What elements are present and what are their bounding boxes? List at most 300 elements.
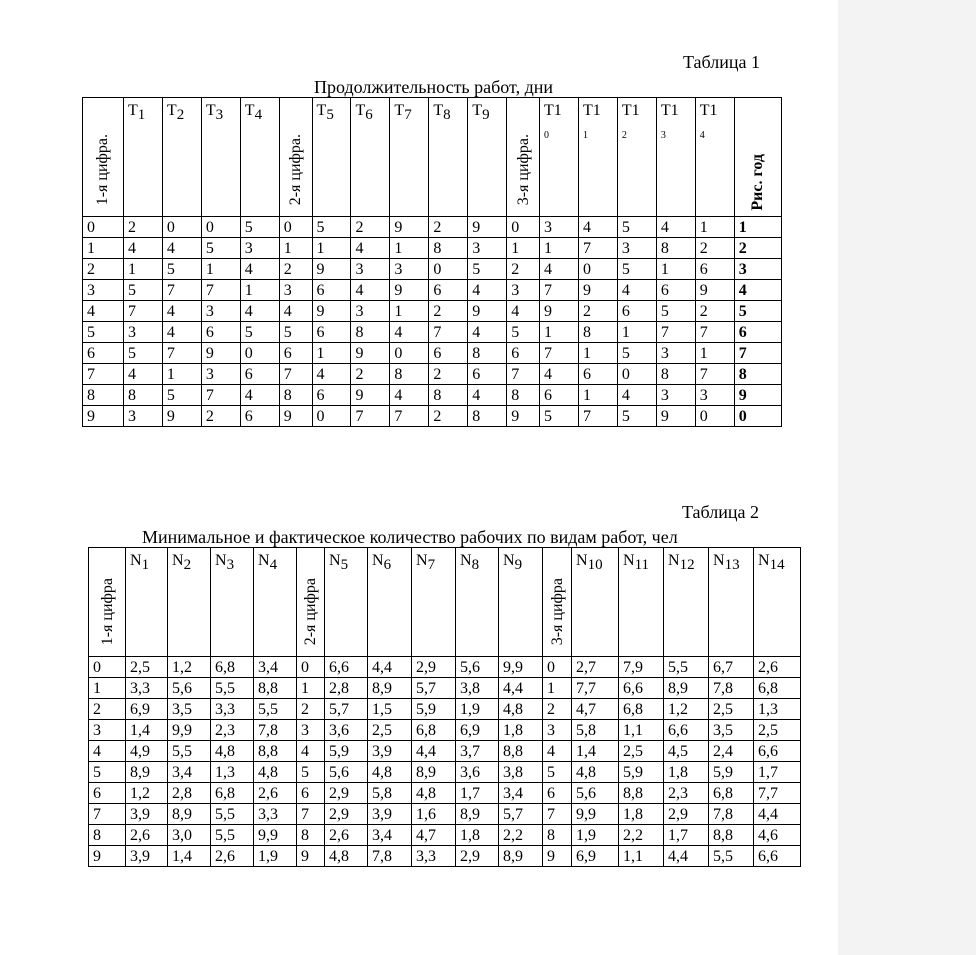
table-cell: 3 bbox=[123, 406, 162, 427]
table-cell: 6,8 bbox=[211, 783, 254, 804]
table-cell: 4 bbox=[162, 301, 201, 322]
table-cell: 1 bbox=[279, 238, 312, 259]
table-cell: 0 bbox=[297, 657, 325, 678]
table-cell: 6 bbox=[468, 364, 507, 385]
table2-caption: Таблица 2 bbox=[682, 502, 759, 522]
table-cell: 8,8 bbox=[619, 783, 664, 804]
table-cell: 5,7 bbox=[412, 678, 456, 699]
table-cell: 4 bbox=[162, 322, 201, 343]
table-cell: 5,8 bbox=[368, 783, 412, 804]
table-cell: 3 bbox=[390, 259, 429, 280]
table2-header-b-1-symbol: N bbox=[372, 552, 384, 569]
table2-header-c-0-index: 10 bbox=[587, 557, 603, 574]
table-cell: 9 bbox=[468, 301, 507, 322]
table-cell: 4,8 bbox=[412, 783, 456, 804]
table-cell: 2,4 bbox=[709, 741, 754, 762]
table1-header-b-0-symbol: T bbox=[316, 102, 327, 119]
table-cell: 7 bbox=[695, 364, 734, 385]
fig-year-cell: 5 bbox=[734, 301, 781, 322]
table1-header-a-3 bbox=[240, 98, 279, 217]
table-cell: 0 bbox=[695, 406, 734, 427]
table-cell: 4,4 bbox=[499, 678, 543, 699]
table-cell: 5 bbox=[617, 259, 656, 280]
table-cell: 9 bbox=[83, 406, 124, 427]
table-cell: 4 bbox=[540, 364, 579, 385]
table2-header-b-4-symbol: N bbox=[503, 552, 515, 569]
table-cell: 1,2 bbox=[664, 699, 709, 720]
table-cell: 3 bbox=[123, 322, 162, 343]
table1-header-c-1-index: 1 bbox=[582, 130, 588, 142]
table-cell: 3,8 bbox=[456, 678, 499, 699]
table-cell: 3,8 bbox=[499, 762, 543, 783]
table-cell: 7 bbox=[578, 406, 617, 427]
table-cell: 7 bbox=[351, 406, 390, 427]
table-cell: 9 bbox=[507, 406, 540, 427]
table1-header-b-3-symbol: T bbox=[433, 102, 444, 119]
table-cell: 1 bbox=[162, 364, 201, 385]
table-row bbox=[83, 217, 782, 238]
table-cell: 2 bbox=[507, 259, 540, 280]
table2-header-a-3-index: 4 bbox=[269, 557, 278, 574]
table-cell: 9 bbox=[351, 343, 390, 364]
table1-header-b-3 bbox=[429, 98, 468, 217]
table-cell: 4 bbox=[543, 741, 572, 762]
table-cell: 9 bbox=[543, 846, 572, 867]
table1-digit3-header-text: 3-я цифра. bbox=[514, 133, 532, 205]
table1-header-c-3-symbol: T1 bbox=[660, 102, 679, 119]
table-cell: 1,4 bbox=[572, 741, 619, 762]
table-cell: 6 bbox=[312, 322, 351, 343]
table-cell: 6 bbox=[297, 783, 325, 804]
table-cell: 3,5 bbox=[168, 699, 211, 720]
table1-header-b-2-symbol: T bbox=[394, 102, 405, 119]
table-cell: 8,8 bbox=[254, 741, 297, 762]
table-cell: 1,5 bbox=[368, 699, 412, 720]
table1-header-b-1-symbol: T bbox=[355, 102, 366, 119]
table-cell: 3 bbox=[201, 364, 240, 385]
table-cell: 5 bbox=[507, 322, 540, 343]
table-cell: 3,5 bbox=[709, 720, 754, 741]
table-cell: 8,9 bbox=[126, 762, 168, 783]
table-cell: 6,6 bbox=[619, 678, 664, 699]
table2-header-a-3-symbol: N bbox=[258, 552, 270, 569]
table-cell: 1 bbox=[201, 259, 240, 280]
table2-header-b-3-index: 8 bbox=[471, 557, 480, 574]
table-cell: 9 bbox=[540, 301, 579, 322]
table-cell: 2 bbox=[351, 364, 390, 385]
table-cell: 4 bbox=[312, 364, 351, 385]
table-cell: 1,9 bbox=[254, 846, 297, 867]
table-cell: 6,8 bbox=[754, 678, 801, 699]
table-cell: 5 bbox=[279, 322, 312, 343]
table2-header-a-1-index: 2 bbox=[183, 557, 192, 574]
table-cell: 6,8 bbox=[412, 720, 456, 741]
table1-digit3-header bbox=[507, 98, 540, 217]
table-cell: 1,8 bbox=[664, 762, 709, 783]
table-cell: 8,9 bbox=[168, 804, 211, 825]
table-cell: 4,5 bbox=[664, 741, 709, 762]
table-cell: 7 bbox=[83, 364, 124, 385]
table-row bbox=[89, 846, 801, 867]
table-cell: 1 bbox=[578, 385, 617, 406]
table-cell: 8 bbox=[123, 385, 162, 406]
table-cell: 6 bbox=[279, 343, 312, 364]
table2-header-b-2-symbol: N bbox=[416, 552, 428, 569]
table-cell: 2,8 bbox=[325, 678, 368, 699]
table1-durations bbox=[82, 97, 782, 427]
table2-header-a-1-symbol: N bbox=[172, 552, 184, 569]
table-cell: 5 bbox=[312, 217, 351, 238]
table-cell: 6 bbox=[312, 385, 351, 406]
table1-header-b-1-index: 6 bbox=[365, 107, 373, 124]
table-cell: 4 bbox=[123, 238, 162, 259]
fig-year-cell: 9 bbox=[734, 385, 781, 406]
table-cell: 8,8 bbox=[499, 741, 543, 762]
table-cell: 4,4 bbox=[368, 657, 412, 678]
table-cell: 5 bbox=[297, 762, 325, 783]
table-cell: 5,9 bbox=[619, 762, 664, 783]
table-cell: 2 bbox=[695, 301, 734, 322]
table-cell: 6 bbox=[240, 406, 279, 427]
table2-header-b-4-index: 9 bbox=[514, 557, 523, 574]
table2-title: Минимальное и фактическое количество рабочих по видам работ, чел bbox=[142, 527, 678, 547]
table2-header-b-4 bbox=[499, 548, 543, 657]
table-cell: 2 bbox=[279, 259, 312, 280]
fig-year-cell: 0 bbox=[734, 406, 781, 427]
table-cell: 3,4 bbox=[368, 825, 412, 846]
table-cell: 9,9 bbox=[572, 804, 619, 825]
table-cell: 0 bbox=[279, 217, 312, 238]
table-cell: 8 bbox=[656, 364, 695, 385]
table-cell: 1,4 bbox=[168, 846, 211, 867]
table-cell: 4,4 bbox=[412, 741, 456, 762]
table1-header-a-0-symbol: T bbox=[127, 102, 138, 119]
table-cell: 2,3 bbox=[211, 720, 254, 741]
table-cell: 2,2 bbox=[499, 825, 543, 846]
table-cell: 7,7 bbox=[754, 783, 801, 804]
table-cell: 6 bbox=[695, 259, 734, 280]
table-cell: 9 bbox=[468, 217, 507, 238]
table-cell: 0 bbox=[83, 217, 124, 238]
table-cell: 2,8 bbox=[168, 783, 211, 804]
table-cell: 4 bbox=[279, 301, 312, 322]
table-cell: 7,8 bbox=[709, 804, 754, 825]
table1-header-c-1 bbox=[578, 98, 617, 217]
table-cell: 3,3 bbox=[211, 699, 254, 720]
table-cell: 2,3 bbox=[664, 783, 709, 804]
table-cell: 3,3 bbox=[126, 678, 168, 699]
table-cell: 5 bbox=[162, 385, 201, 406]
table-cell: 8,8 bbox=[254, 678, 297, 699]
table-row bbox=[83, 364, 782, 385]
table2-digit1-header-text: 1-я цифра bbox=[98, 577, 116, 645]
table-cell: 2,9 bbox=[325, 783, 368, 804]
table-cell: 6 bbox=[656, 280, 695, 301]
table-cell: 0 bbox=[507, 217, 540, 238]
table-cell: 0 bbox=[429, 259, 468, 280]
table-cell: 3,4 bbox=[254, 657, 297, 678]
table2-header-c-0 bbox=[572, 548, 619, 657]
table2-header-a-3 bbox=[254, 548, 297, 657]
table-cell: 3,6 bbox=[456, 762, 499, 783]
table-cell: 4 bbox=[390, 385, 429, 406]
table-cell: 6,6 bbox=[754, 846, 801, 867]
table-cell: 1,7 bbox=[664, 825, 709, 846]
table-cell: 2 bbox=[695, 238, 734, 259]
table1-header-b-3-index: 8 bbox=[443, 107, 451, 124]
table-cell: 4 bbox=[351, 280, 390, 301]
table-cell: 2 bbox=[429, 364, 468, 385]
table-cell: 5,5 bbox=[211, 804, 254, 825]
table2-header-c-1-symbol: N bbox=[623, 552, 635, 569]
table-cell: 1,8 bbox=[499, 720, 543, 741]
table-cell: 4 bbox=[578, 217, 617, 238]
table-cell: 9 bbox=[162, 406, 201, 427]
table1-header-b-0 bbox=[312, 98, 351, 217]
table-cell: 5,5 bbox=[211, 825, 254, 846]
table-cell: 5 bbox=[468, 259, 507, 280]
table-cell: 0 bbox=[543, 657, 572, 678]
table-cell: 1 bbox=[578, 343, 617, 364]
table-cell: 1,7 bbox=[456, 783, 499, 804]
table-cell: 1,1 bbox=[619, 846, 664, 867]
table1-header-c-4-index: 4 bbox=[699, 130, 705, 142]
table-cell: 1 bbox=[695, 343, 734, 364]
table-cell: 9,9 bbox=[254, 825, 297, 846]
table-cell: 5 bbox=[617, 217, 656, 238]
table-cell: 7 bbox=[201, 385, 240, 406]
table2-digit2-header bbox=[297, 548, 325, 657]
table-cell: 9,9 bbox=[168, 720, 211, 741]
table1-digit2-header bbox=[279, 98, 312, 217]
table-cell: 1,3 bbox=[211, 762, 254, 783]
table-cell: 2 bbox=[429, 217, 468, 238]
table1-title: Продолжительность работ, дни bbox=[314, 77, 553, 97]
table-cell: 6 bbox=[312, 280, 351, 301]
table-cell: 4 bbox=[468, 280, 507, 301]
table-cell: 6 bbox=[617, 301, 656, 322]
table-cell: 1 bbox=[240, 280, 279, 301]
table-cell: 2 bbox=[201, 406, 240, 427]
table-cell: 3 bbox=[540, 217, 579, 238]
table-cell: 4 bbox=[468, 385, 507, 406]
table2-header-c-1 bbox=[619, 548, 664, 657]
table-cell: 2,2 bbox=[619, 825, 664, 846]
table2-header-b-1 bbox=[368, 548, 412, 657]
table-cell: 4 bbox=[89, 741, 126, 762]
table2-header-c-0-symbol: N bbox=[576, 552, 588, 569]
table-cell: 6,6 bbox=[325, 657, 368, 678]
table-cell: 8,8 bbox=[709, 825, 754, 846]
table-cell: 0 bbox=[240, 343, 279, 364]
table-cell: 7,8 bbox=[254, 720, 297, 741]
table-cell: 3,4 bbox=[499, 783, 543, 804]
table1-header-c-4-symbol: T1 bbox=[699, 102, 718, 119]
table-cell: 3,3 bbox=[254, 804, 297, 825]
table-cell: 1 bbox=[83, 238, 124, 259]
table-cell: 6,8 bbox=[619, 699, 664, 720]
table1-digit1-header-text: 1-я цифра. bbox=[94, 133, 112, 205]
table-cell: 2 bbox=[351, 217, 390, 238]
table-cell: 4 bbox=[240, 259, 279, 280]
table-cell: 2,6 bbox=[126, 825, 168, 846]
table-cell: 8,9 bbox=[412, 762, 456, 783]
table2-header-c-3-symbol: N bbox=[713, 552, 725, 569]
table-row bbox=[89, 762, 801, 783]
table-cell: 3 bbox=[617, 238, 656, 259]
table2-header-b-1-index: 6 bbox=[383, 557, 392, 574]
table-cell: 3 bbox=[297, 720, 325, 741]
table-cell: 4 bbox=[507, 301, 540, 322]
table-cell: 5,7 bbox=[499, 804, 543, 825]
table2-workers bbox=[88, 547, 801, 867]
table-cell: 9 bbox=[656, 406, 695, 427]
table-cell: 3 bbox=[89, 720, 126, 741]
table-cell: 7,9 bbox=[619, 657, 664, 678]
table-row bbox=[83, 343, 782, 364]
table-cell: 3,3 bbox=[412, 846, 456, 867]
table-cell: 5,6 bbox=[572, 783, 619, 804]
table-cell: 3,9 bbox=[126, 804, 168, 825]
table2-header-b-3-symbol: N bbox=[460, 552, 472, 569]
table-cell: 3,0 bbox=[168, 825, 211, 846]
table1-header-a-0 bbox=[123, 98, 162, 217]
table1-header-c-0-symbol: T1 bbox=[544, 102, 562, 119]
table-row bbox=[83, 406, 782, 427]
table-cell: 2,6 bbox=[211, 846, 254, 867]
table-cell: 7 bbox=[540, 343, 579, 364]
table2-header-c-2-symbol: N bbox=[668, 552, 680, 569]
table-cell: 2,9 bbox=[325, 804, 368, 825]
table-cell: 1 bbox=[617, 322, 656, 343]
table1-header-c-3-index: 3 bbox=[660, 130, 666, 142]
table-cell: 2 bbox=[543, 699, 572, 720]
table-cell: 5,5 bbox=[709, 846, 754, 867]
table2-header-c-2-index: 12 bbox=[679, 557, 695, 574]
table-cell: 6 bbox=[540, 385, 579, 406]
table-row bbox=[83, 322, 782, 343]
table-cell: 3,9 bbox=[368, 741, 412, 762]
table-cell: 4 bbox=[351, 238, 390, 259]
table-cell: 4 bbox=[617, 385, 656, 406]
table2-header-a-0 bbox=[126, 548, 168, 657]
table-cell: 8 bbox=[297, 825, 325, 846]
table-cell: 1,8 bbox=[619, 804, 664, 825]
table2-header-c-1-index: 11 bbox=[634, 557, 650, 574]
table-cell: 9 bbox=[312, 301, 351, 322]
table-cell: 5,6 bbox=[168, 678, 211, 699]
table-cell: 0 bbox=[312, 406, 351, 427]
table-cell: 5,5 bbox=[664, 657, 709, 678]
table-cell: 4 bbox=[240, 301, 279, 322]
table1-header-b-4-index: 9 bbox=[482, 107, 490, 124]
table2-header-row bbox=[89, 548, 801, 657]
table2-header-c-3 bbox=[709, 548, 754, 657]
table-cell: 9 bbox=[201, 343, 240, 364]
table-row bbox=[89, 741, 801, 762]
table-cell: 3 bbox=[507, 280, 540, 301]
table2-digit2-header-text: 2-я цифра bbox=[302, 577, 319, 645]
table-cell: 2,5 bbox=[619, 741, 664, 762]
table-cell: 5,6 bbox=[325, 762, 368, 783]
table-cell: 5 bbox=[89, 762, 126, 783]
table-cell: 7 bbox=[429, 322, 468, 343]
table-cell: 5,6 bbox=[456, 657, 499, 678]
table-cell: 2,6 bbox=[754, 657, 801, 678]
table-cell: 6 bbox=[429, 343, 468, 364]
table-cell: 5,5 bbox=[168, 741, 211, 762]
table-cell: 1,1 bbox=[619, 720, 664, 741]
table2-header-b-2 bbox=[412, 548, 456, 657]
table-cell: 0 bbox=[162, 217, 201, 238]
table-cell: 4,4 bbox=[754, 804, 801, 825]
table1-header-c-2 bbox=[617, 98, 656, 217]
table-cell: 4 bbox=[297, 741, 325, 762]
table-cell: 4,8 bbox=[368, 762, 412, 783]
table-cell: 1 bbox=[656, 259, 695, 280]
table-cell: 4 bbox=[656, 217, 695, 238]
table-cell: 0 bbox=[390, 343, 429, 364]
table-cell: 7 bbox=[162, 343, 201, 364]
table-cell: 1 bbox=[123, 259, 162, 280]
table-cell: 2 bbox=[83, 259, 124, 280]
table-cell: 8 bbox=[279, 385, 312, 406]
table2-digit3-header bbox=[543, 548, 572, 657]
table-cell: 4 bbox=[83, 301, 124, 322]
fig-year-cell: 6 bbox=[734, 322, 781, 343]
table-cell: 8,9 bbox=[368, 678, 412, 699]
table-cell: 9 bbox=[390, 217, 429, 238]
table-cell: 2 bbox=[429, 406, 468, 427]
table-cell: 7 bbox=[540, 280, 579, 301]
table1-header-a-2 bbox=[201, 98, 240, 217]
table-cell: 3 bbox=[351, 259, 390, 280]
table-cell: 2 bbox=[429, 301, 468, 322]
table-cell: 9 bbox=[351, 385, 390, 406]
table-cell: 3 bbox=[83, 280, 124, 301]
table-row bbox=[83, 280, 782, 301]
table-cell: 4 bbox=[468, 322, 507, 343]
table-cell: 1 bbox=[297, 678, 325, 699]
table-cell: 3 bbox=[201, 301, 240, 322]
table-cell: 1 bbox=[543, 678, 572, 699]
table-cell: 1,6 bbox=[412, 804, 456, 825]
table-cell: 0 bbox=[578, 259, 617, 280]
table-cell: 6,8 bbox=[709, 783, 754, 804]
table-cell: 2,9 bbox=[412, 657, 456, 678]
table-cell: 5 bbox=[123, 280, 162, 301]
table1-header-a-1-index: 2 bbox=[176, 107, 185, 124]
table-cell: 4,8 bbox=[499, 699, 543, 720]
table-row bbox=[89, 678, 801, 699]
table-cell: 1,4 bbox=[126, 720, 168, 741]
table-cell: 1 bbox=[540, 238, 579, 259]
table-cell: 1 bbox=[89, 678, 126, 699]
table-cell: 8 bbox=[89, 825, 126, 846]
table-cell: 7 bbox=[578, 238, 617, 259]
table-cell: 3,9 bbox=[368, 804, 412, 825]
table-cell: 2,9 bbox=[664, 804, 709, 825]
table-cell: 7 bbox=[201, 280, 240, 301]
table-cell: 3,7 bbox=[456, 741, 499, 762]
table-cell: 4 bbox=[240, 385, 279, 406]
table2-header-b-0 bbox=[325, 548, 368, 657]
table1-header-a-1 bbox=[162, 98, 201, 217]
table-cell: 3,4 bbox=[168, 762, 211, 783]
table2-header-b-2-index: 7 bbox=[427, 557, 436, 574]
table1-header-a-3-index: 4 bbox=[254, 107, 263, 124]
table-cell: 7 bbox=[89, 804, 126, 825]
